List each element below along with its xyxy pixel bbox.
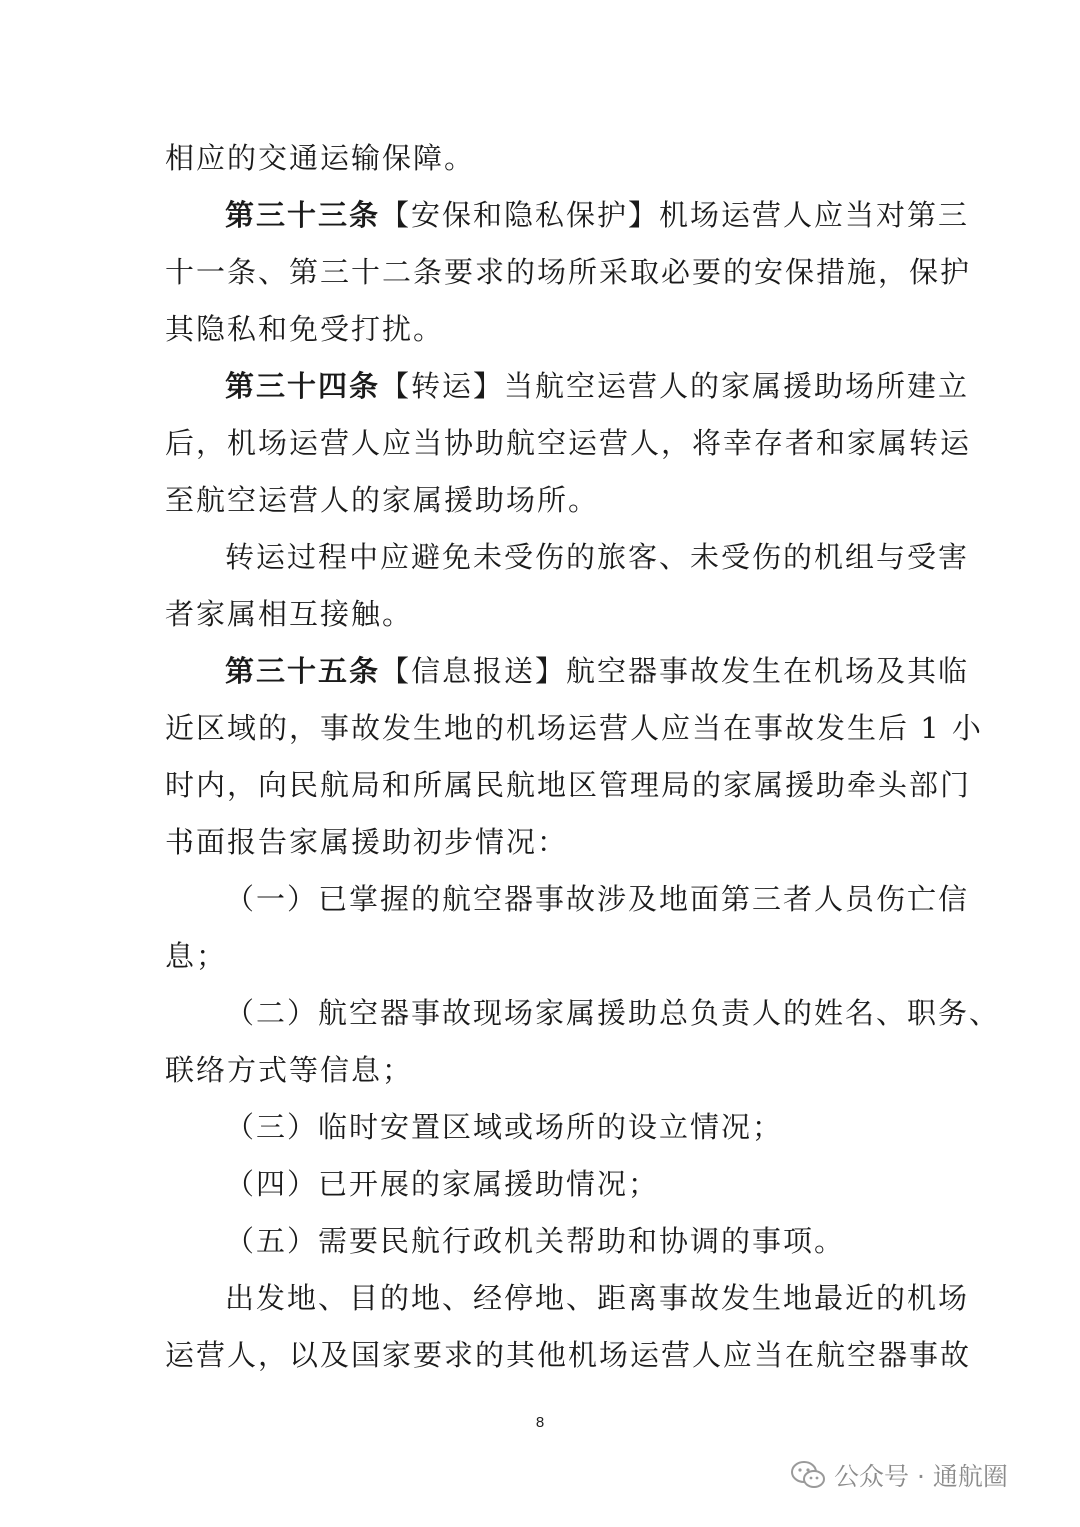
text-line: 其隐私和免受打扰。: [165, 312, 445, 346]
article-35-heading-line: 第三十五条【信息报送】航空器事故发生在机场及其临: [225, 654, 970, 688]
text-line: 后，机场运营人应当协助航空运营人，将幸存者和家属转运: [165, 426, 972, 460]
page-number: 8: [535, 1414, 545, 1431]
text-line: 十一条、第三十二条要求的场所采取必要的安保措施，保护: [165, 255, 972, 289]
text-line: 至航空运营人的家属援助场所。: [165, 483, 600, 517]
watermark: [790, 1455, 1060, 1495]
text-line: 转运过程中应避免未受伤的旅客、未受伤的机组与受害: [225, 540, 970, 574]
article-number: 第三十三条: [225, 198, 381, 232]
text-line: 时内，向民航局和所属民航地区管理局的家属援助牵头部门: [165, 768, 972, 802]
wechat-icon: [790, 1460, 826, 1490]
text-line: 相应的交通运输保障。: [165, 141, 476, 175]
article-33-heading-line: 第三十三条【安保和隐私保护】机场运营人应当对第三: [225, 198, 970, 232]
text-line: 者家属相互接触。: [165, 597, 414, 631]
list-item-5: （五）需要民航行政机关帮助和协调的事项。: [225, 1224, 846, 1258]
list-item-4: （四）已开展的家属援助情况；: [225, 1167, 660, 1201]
watermark-text: 公众号 · 通航圈: [834, 1462, 1008, 1491]
list-item-2: （二）航空器事故现场家属援助总负责人的姓名、职务、: [225, 996, 1001, 1030]
text-line: 出发地、目的地、经停地、距离事故发生地最近的机场: [225, 1281, 970, 1315]
text-line: 联络方式等信息；: [165, 1053, 414, 1087]
article-number: 第三十五条: [225, 654, 381, 688]
article-34-heading-line: 第三十四条【转运】当航空运营人的家属援助场所建立: [225, 369, 970, 403]
text-line: 近区域的，事故发生地的机场运营人应当在事故发生后 1 小: [165, 711, 983, 745]
article-number: 第三十四条: [225, 369, 381, 403]
text-line: 运营人，以及国家要求的其他机场运营人应当在航空器事故: [165, 1338, 972, 1372]
list-item-1: （一）已掌握的航空器事故涉及地面第三者人员伤亡信: [225, 882, 970, 916]
list-item-3: （三）临时安置区域或场所的设立情况；: [225, 1110, 784, 1144]
text-line: 书面报告家属援助初步情况：: [165, 825, 569, 859]
text-line: 息；: [165, 939, 228, 973]
